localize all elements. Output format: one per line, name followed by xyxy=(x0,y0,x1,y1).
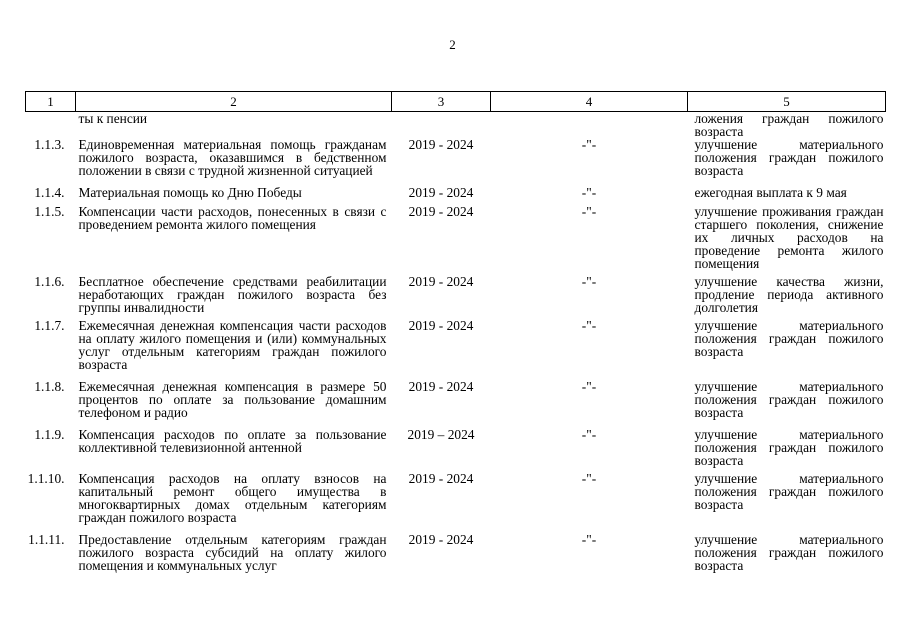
cell-period: 2019 - 2024 xyxy=(408,185,474,200)
cell-number: 1.1.7. xyxy=(34,318,65,333)
header-col-2: 2 xyxy=(76,92,392,112)
cell-activity-name: Единовременная материальная помощь гражданам пожилого возраста, оказавшимся в бедственном положении в связи с трудной жизненной ситуацией xyxy=(78,137,387,178)
cell-number xyxy=(26,112,76,139)
cell-period: 2019 - 2024 xyxy=(408,532,474,547)
cell-expected-result: улучшение материального положения граждан пожилого возраста xyxy=(694,318,884,359)
table-row xyxy=(26,186,886,205)
cell-expected-result: улучшение материального положения граждан пожилого возраста xyxy=(694,137,884,178)
cell-expected-result: ежегодная выплата к 9 мая xyxy=(694,185,847,200)
cell-number: 1.1.6. xyxy=(34,274,65,289)
cell-activity-name: Материальная помощь ко Дню Победы xyxy=(78,185,302,200)
cell-expected-result: улучшение материального положения граждан пожилого возраста xyxy=(694,427,884,468)
cell-executor: -"- xyxy=(581,532,597,547)
cell-activity-name: Ежемесячная денежная компенсация части расходов на оплату жилого помещения и (или) коммунальных услуг отдельным категориям граждан пожилого возраста xyxy=(78,318,387,372)
cell-activity-name: Ежемесячная денежная компенсация в размере 50 процентов по оплате за пользование домашним телефоном и радио xyxy=(78,379,387,420)
cell-executor: -"- xyxy=(581,427,597,442)
cell-expected-result: улучшение материального положения граждан пожилого возраста xyxy=(694,532,884,573)
cell-activity-name: Компенсация расходов по оплате за пользование коллективной телевизионной антенной xyxy=(78,427,387,455)
table-row xyxy=(26,205,886,275)
cell-period: 2019 - 2024 xyxy=(408,274,474,289)
cell-activity-name: Предоставление отдельным категориям граждан пожилого возраста субсидий на оплату жилого помещения и коммунальных услуг xyxy=(78,532,387,573)
cell-executor: -"- xyxy=(581,318,597,333)
table-row xyxy=(26,275,886,319)
cell-number: 1.1.8. xyxy=(34,379,65,394)
cell-period: 2019 – 2024 xyxy=(407,427,475,442)
cell-period: 2019 - 2024 xyxy=(408,137,474,152)
cell-executor: -"- xyxy=(581,379,597,394)
cell-period: 2019 - 2024 xyxy=(408,204,474,219)
cell-executor: -"- xyxy=(581,204,597,219)
table-header-row xyxy=(26,92,886,112)
cell-activity-name: Компенсации части расходов, понесенных в связи с проведением ремонта жилого помещения xyxy=(78,204,387,232)
cell-period: 2019 - 2024 xyxy=(408,471,474,486)
table-row xyxy=(26,533,886,581)
table-row-continuation xyxy=(26,112,886,139)
cell-number: 1.1.5. xyxy=(34,204,65,219)
header-col-3: 3 xyxy=(392,92,491,112)
header-col-5: 5 xyxy=(688,92,886,112)
cell-number: 1.1.10. xyxy=(27,471,65,486)
cell-executor xyxy=(491,112,688,139)
cell-activity-name: Бесплатное обеспечение средствами реабилитации неработающих граждан пожилого возраста без группы инвалидности xyxy=(78,274,387,315)
cell-number: 1.1.9. xyxy=(34,427,65,442)
table-row xyxy=(26,428,886,472)
cell-expected-result: улучшение материального положения граждан пожилого возраста xyxy=(694,471,884,512)
cell-executor: -"- xyxy=(581,185,597,200)
cell-executor: -"- xyxy=(581,137,597,152)
cell-activity-name: Компенсация расходов на оплату взносов на капитальный ремонт общего имущества в многоквартирных домах отдельным категориям граждан пожилого возраста xyxy=(78,471,387,525)
table-row xyxy=(26,319,886,380)
cell-number: 1.1.3. xyxy=(34,137,65,152)
cell-expected-result: улучшение материального положения граждан пожилого возраста xyxy=(694,379,884,420)
table-row xyxy=(26,138,886,186)
program-activities-table xyxy=(25,91,886,581)
cell-period: 2019 - 2024 xyxy=(408,318,474,333)
cell-expected-result: улучшение проживания граждан старшего поколения, снижение их личных расходов на проведение ремонта жилого помещения xyxy=(694,204,884,271)
cell-executor: -"- xyxy=(581,471,597,486)
header-col-4: 4 xyxy=(491,92,688,112)
header-col-1: 1 xyxy=(26,92,76,112)
cell-number: 1.1.11. xyxy=(28,532,65,547)
cell-activity-name: ты к пенсии xyxy=(78,111,148,126)
table-row xyxy=(26,472,886,533)
page-number: 2 xyxy=(449,37,456,52)
cell-period xyxy=(392,112,491,139)
cell-expected-result: улучшение качества жизни, продление периода активного долголетия xyxy=(694,274,884,315)
cell-executor: -"- xyxy=(581,274,597,289)
table-row xyxy=(26,380,886,428)
cell-period: 2019 - 2024 xyxy=(408,379,474,394)
cell-number: 1.1.4. xyxy=(34,185,65,200)
cell-expected-result: ложения граждан пожилого возраста xyxy=(694,111,884,139)
